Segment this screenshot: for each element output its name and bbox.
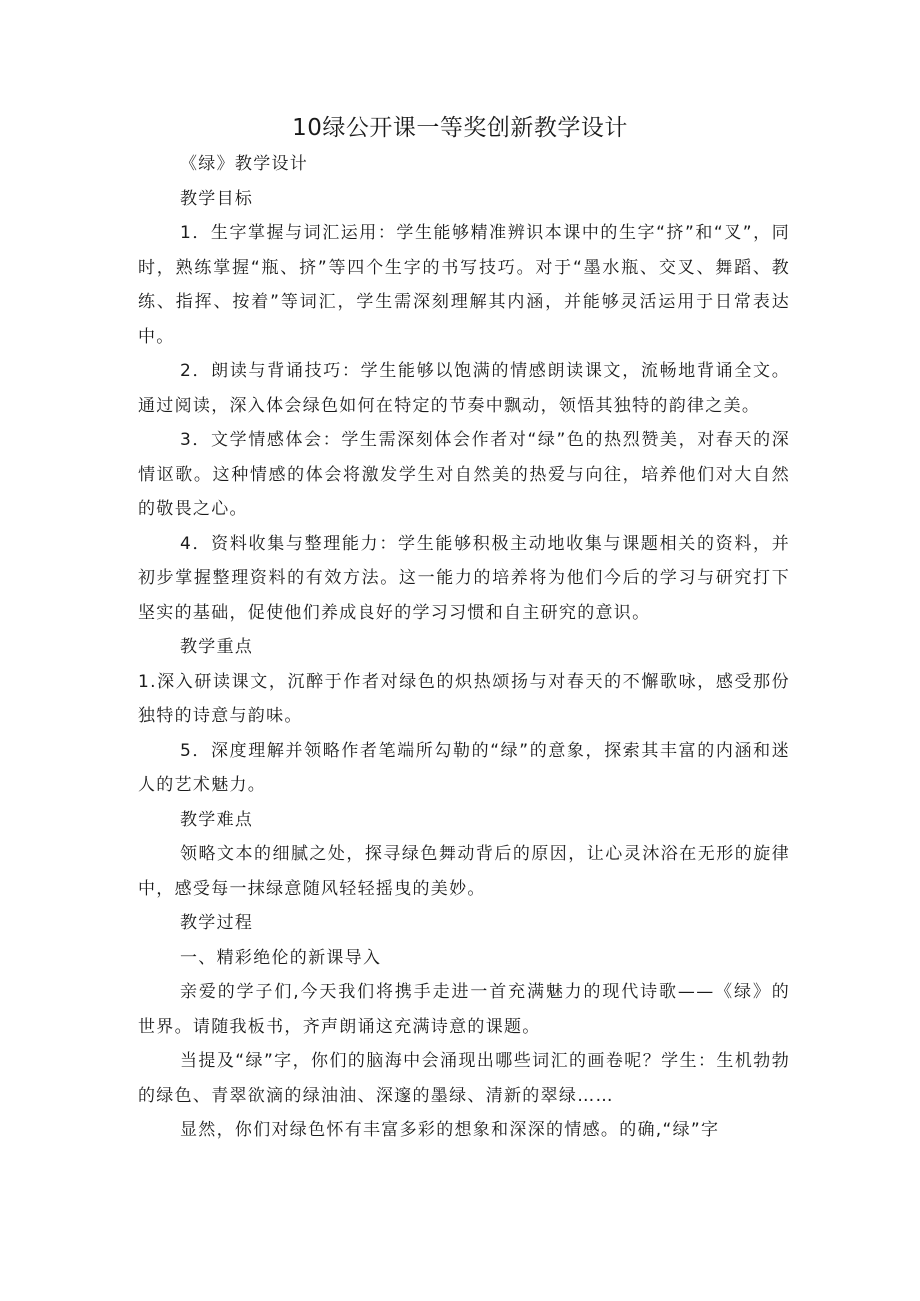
goal-paragraph-2: 2．朗读与背诵技巧：学生能够以饱满的情感朗读课文，流畅地背诵全文。通过阅读，深入体会绿色如何在特定的节奏中飘动，领悟其独特的韵律之美。	[138, 361, 790, 416]
heading-difficulties: 教学难点	[180, 809, 254, 830]
document-title: 10绿公开课一等奖创新教学设计	[292, 115, 628, 141]
process-paragraph-2: 当提及“绿”字，你们的脑海中会涌现出哪些词汇的画卷呢？学生：生机勃勃的绿色、青翠欲滴的绿油油、深邃的墨绿、清新的翠绿……	[138, 1051, 790, 1106]
key-point-paragraph-1: 1.深入研读课文，沉醉于作者对绿色的炽热颂扬与对春天的不懈歌咏，感受那份独特的诗意与韵味。	[138, 671, 790, 726]
goal-paragraph-1: 1．生字掌握与词汇运用：学生能够精准辨识本课中的生字“挤”和“叉”，同时，熟练掌握“瓶、挤”等四个生字的书写技巧。对于“墨水瓶、交叉、舞蹈、教练、指挥、按着”等词汇，学生需深刻理解其内涵，并能够灵活运用于日常表达中。	[138, 223, 790, 347]
subtitle: 《绿》教学设计	[180, 154, 309, 174]
process-paragraph-3: 显然，你们对绿色怀有丰富多彩的想象和深深的情感。的确,“绿”字	[180, 1120, 720, 1140]
key-point-paragraph-5: 5．深度理解并领略作者笔端所勾勒的“绿”的意象，探索其丰富的内涵和迷人的艺术魅力。	[138, 740, 790, 795]
process-paragraph-1: 亲爱的学子们,今天我们将携手走进一首充满魅力的现代诗歌——《绿》的世界。请随我板书，齐声朗诵这充满诗意的课题。	[138, 982, 790, 1037]
heading-process: 教学过程	[180, 913, 254, 933]
document-body	[138, 147, 790, 1148]
goal-paragraph-3: 3．文学情感体会：学生需深刻体会作者对“绿”色的热烈赞美，对春天的深情讴歌。这种情感的体会将激发学生对自然美的热爱与向往，培养他们对大自然的敬畏之心。	[138, 430, 790, 519]
section-heading-1: 一、精彩绝伦的新课导入	[180, 947, 382, 968]
goal-paragraph-4: 4．资料收集与整理能力：学生能够积极主动地收集与课题相关的资料，并初步掌握整理资料的有效方法。这一能力的培养将为他们今后的学习与研究打下坚实的基础，促使他们养成良好的学习习惯和自主研究的意识。	[138, 533, 790, 623]
heading-goals: 教学目标	[180, 188, 254, 209]
difficulty-paragraph: 领略文本的细腻之处，探寻绿色舞动背后的原因，让心灵沐浴在无形的旋律中，感受每一抹绿意随风轻轻摇曳的美妙。	[138, 844, 790, 899]
heading-key-points: 教学重点	[180, 637, 254, 657]
